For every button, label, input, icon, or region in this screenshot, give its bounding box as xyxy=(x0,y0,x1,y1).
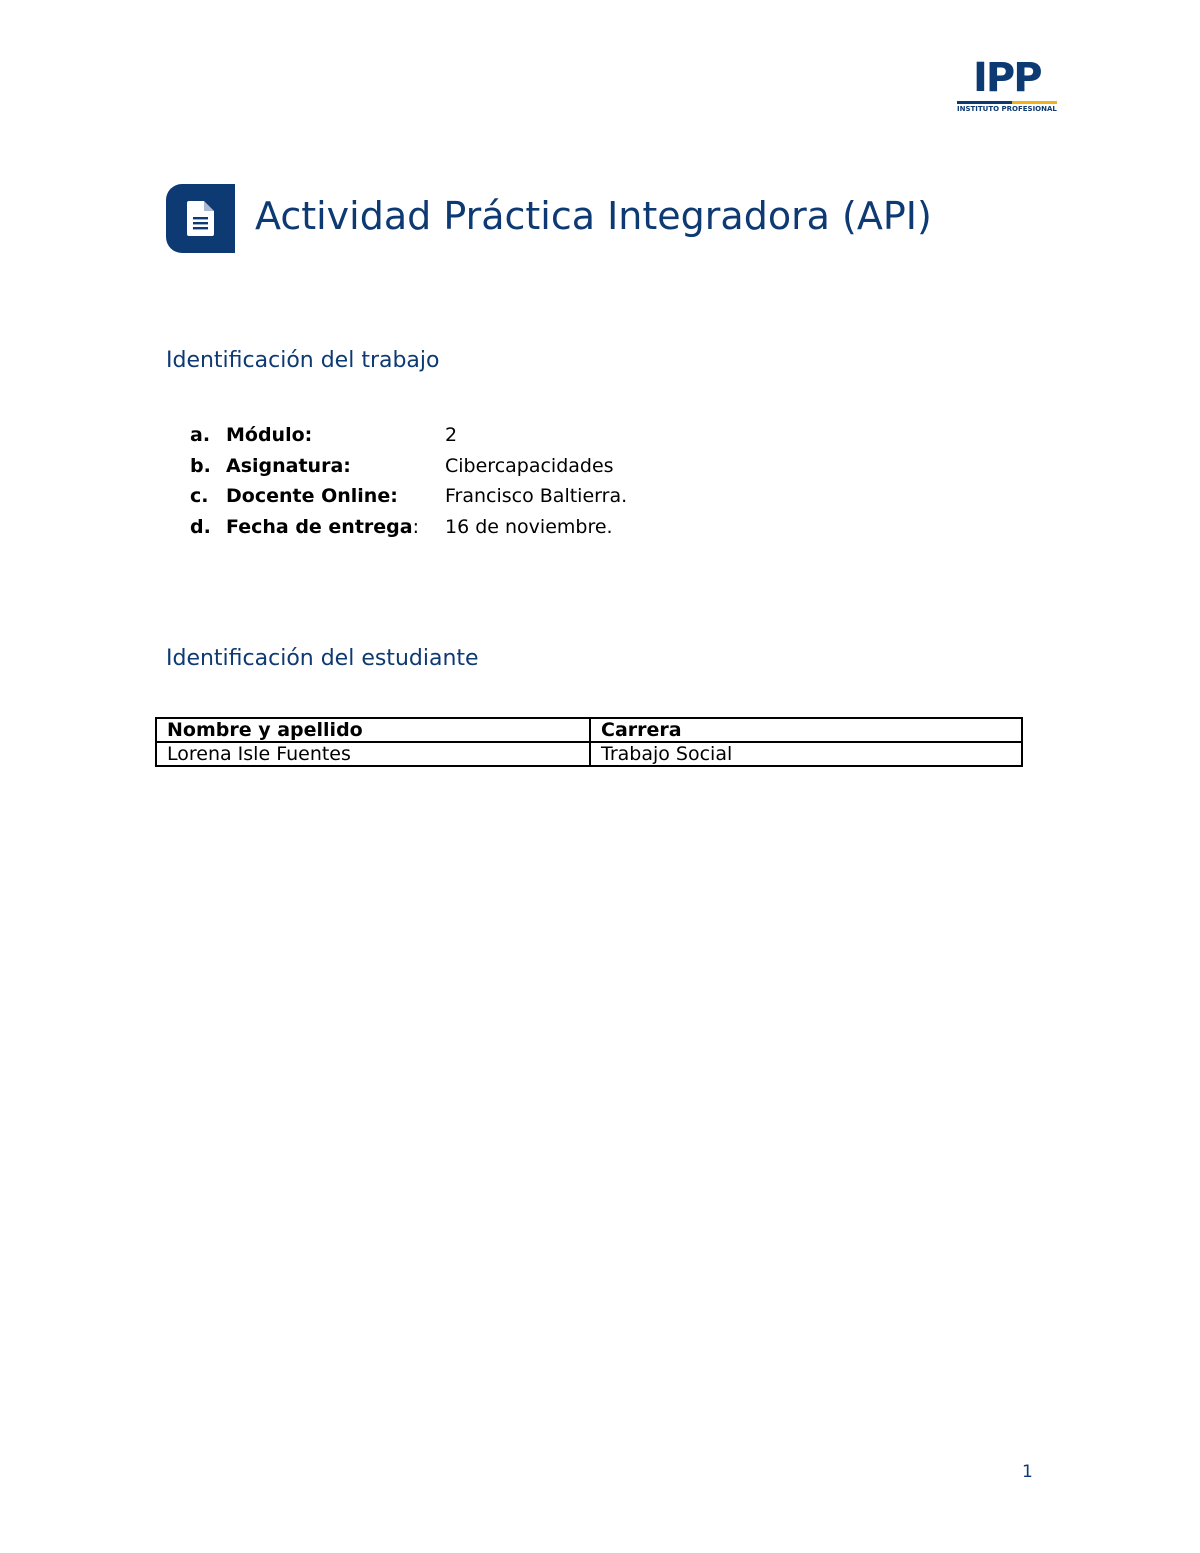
logo-text: IPP xyxy=(973,55,1041,101)
list-item-due-date xyxy=(190,513,890,544)
list-letter: d. xyxy=(190,515,211,538)
list-item-module xyxy=(190,421,890,452)
list-letter: c. xyxy=(190,485,209,507)
table-header-row xyxy=(156,718,1022,742)
logo-underline xyxy=(957,101,1057,104)
list-value: Cibercapacidades xyxy=(445,454,614,477)
list-label: Docente Online: xyxy=(226,485,398,507)
list-label: Asignatura: xyxy=(226,454,351,477)
list-letter: a. xyxy=(190,424,211,446)
ipp-logo xyxy=(955,55,1060,114)
document-icon xyxy=(166,184,235,253)
table-cell-career: Trabajo Social xyxy=(590,742,1022,766)
table-header-name: Nombre y apellido xyxy=(156,718,590,742)
list-value: Francisco Baltierra. xyxy=(445,485,628,507)
list-label-colon: : xyxy=(412,515,420,538)
list-label xyxy=(226,513,419,541)
work-info-list xyxy=(190,421,890,543)
page-number: 1 xyxy=(1022,1462,1033,1482)
table-cell-name: Lorena Isle Fuentes xyxy=(156,742,590,766)
table-row xyxy=(156,742,1022,766)
student-table xyxy=(155,717,1023,767)
page-title: Actividad Práctica Integradora (API) xyxy=(255,194,932,238)
student-identification-heading: Identificación del estudiante xyxy=(166,646,479,671)
logo-subtitle: INSTITUTO PROFESIONAL xyxy=(957,105,1057,113)
table-header-career: Carrera xyxy=(590,718,1022,742)
work-identification-heading: Identificación del trabajo xyxy=(166,348,440,373)
list-value: 16 de noviembre. xyxy=(445,515,613,538)
list-value: 2 xyxy=(445,424,458,446)
list-item-teacher xyxy=(190,482,890,513)
list-label: Módulo: xyxy=(226,424,313,446)
list-letter: b. xyxy=(190,454,211,477)
list-label-text: Fecha de entrega xyxy=(226,515,413,538)
list-item-subject xyxy=(190,452,890,483)
document-glyph xyxy=(187,201,214,236)
